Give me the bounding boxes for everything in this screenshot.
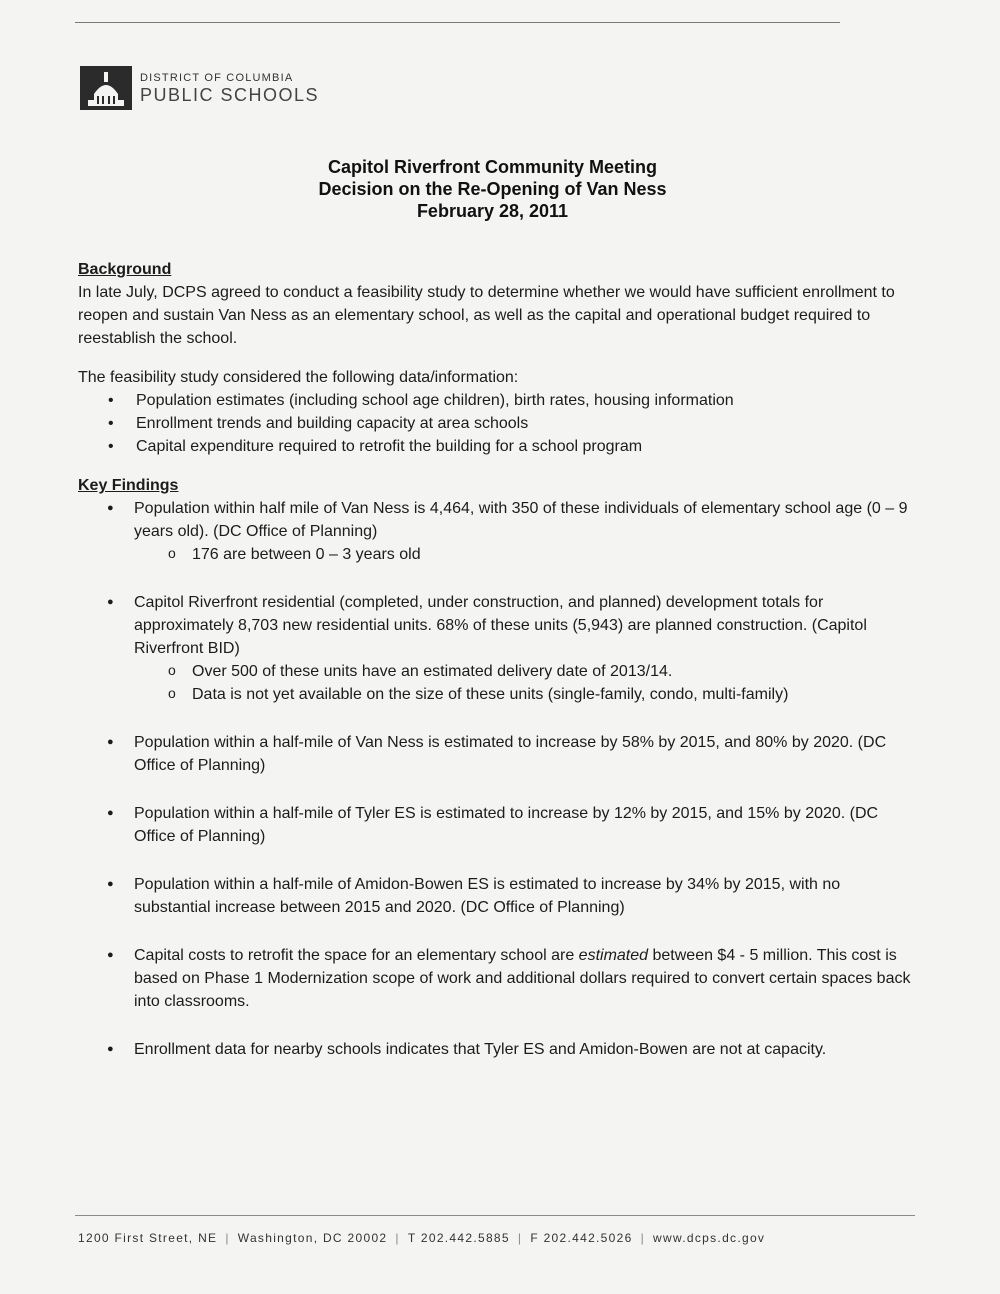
footer-phone: T 202.442.5885 bbox=[407, 1231, 510, 1245]
finding-item bbox=[78, 591, 913, 706]
study-list bbox=[78, 389, 913, 458]
finding-item: ● Population within a half-mile of Tyler ES is estimated to increase by 12% by 2015, and 15% by 2020. (DC Office of Planning) bbox=[78, 802, 913, 848]
list-item: • Enrollment trends and building capacity at area schools bbox=[78, 412, 913, 435]
sub-item: o Data is not yet available on the size of these units (single-family, condo, multi-family) bbox=[134, 683, 913, 706]
title-date: February 28, 2011 bbox=[416, 201, 569, 221]
document-title bbox=[0, 156, 985, 222]
letterhead-line1: DISTRICT OF COLUMBIA bbox=[140, 72, 294, 84]
footer-address: 1200 First Street, NE bbox=[78, 1231, 218, 1245]
title-line1: Capitol Riverfront Community Meeting bbox=[327, 157, 657, 177]
sub-list bbox=[134, 543, 913, 566]
footer-city: Washington, DC 20002 bbox=[237, 1231, 388, 1245]
capitol-dome-icon bbox=[80, 66, 132, 110]
document-body bbox=[78, 258, 913, 1086]
background-paragraph: In late July, DCPS agreed to conduct a feasibility study to determine whether we would have sufficient enrollment to reopen and sustain Van Ness as an elementary school, as well as the capital and operational budget required to reestablish the school. bbox=[78, 284, 895, 347]
footer-website: www.dcps.dc.gov bbox=[653, 1231, 766, 1245]
title-line2: Decision on the Re-Opening of Van Ness bbox=[318, 179, 667, 199]
sub-item: o Over 500 of these units have an estimated delivery date of 2013/14. bbox=[134, 660, 913, 683]
finding-item bbox=[78, 944, 913, 1013]
finding-text: Capital costs to retrofit the space for an elementary school are bbox=[134, 947, 579, 964]
finding-text: Population within half mile of Van Ness is 4,464, with 350 of these individuals of elementary school age (0 – 9 years old). (DC Office of Planning) bbox=[134, 500, 908, 540]
findings-heading: Key Findings bbox=[78, 477, 179, 494]
top-rule bbox=[75, 22, 840, 23]
findings-list bbox=[78, 497, 913, 1061]
finding-text: Capitol Riverfront residential (completed, under construction, and planned) development totals for approximately 8,703 new residential units. 68% of these units (5,943) are planned construction. (Capitol Riverfront BID) bbox=[134, 594, 867, 657]
finding-item bbox=[78, 497, 913, 566]
list-item: • Population estimates (including school age children), birth rates, housing information bbox=[78, 389, 913, 412]
footer-fax: F 202.442.5026 bbox=[530, 1231, 633, 1245]
list-item: • Capital expenditure required to retrofit the building for a school program bbox=[78, 435, 913, 458]
finding-text: between $4 - 5 million. This cost is based on Phase 1 Modernization scope of work and additional dollars required to convert certain spaces back into classrooms. bbox=[134, 947, 911, 1010]
letterhead-logo bbox=[80, 66, 319, 110]
emphasis-text: estimated bbox=[578, 947, 649, 964]
study-intro: The feasibility study considered the following data/information: bbox=[78, 369, 519, 386]
footer-rule bbox=[75, 1215, 915, 1216]
finding-item: ● Enrollment data for nearby schools indicates that Tyler ES and Amidon-Bowen are not at capacity. bbox=[78, 1038, 913, 1061]
footer: 1200 First Street, NE | Washington, DC 20002 | T 202.442.5885 | F 202.442.5026 | www.dcps.dc.gov bbox=[78, 1231, 766, 1245]
background-heading: Background bbox=[78, 261, 172, 278]
sub-item: o 176 are between 0 – 3 years old bbox=[134, 543, 913, 566]
finding-item: ● Population within a half-mile of Van Ness is estimated to increase by 58% by 2015, and 80% by 2020. (DC Office of Planning) bbox=[78, 731, 913, 777]
finding-item: ● Population within a half-mile of Amidon-Bowen ES is estimated to increase by 34% by 2015, with no substantial increase between 2015 and 2020. (DC Office of Planning) bbox=[78, 873, 913, 919]
letterhead-line2: PUBLIC SCHOOLS bbox=[140, 85, 320, 105]
sub-list bbox=[134, 660, 913, 706]
